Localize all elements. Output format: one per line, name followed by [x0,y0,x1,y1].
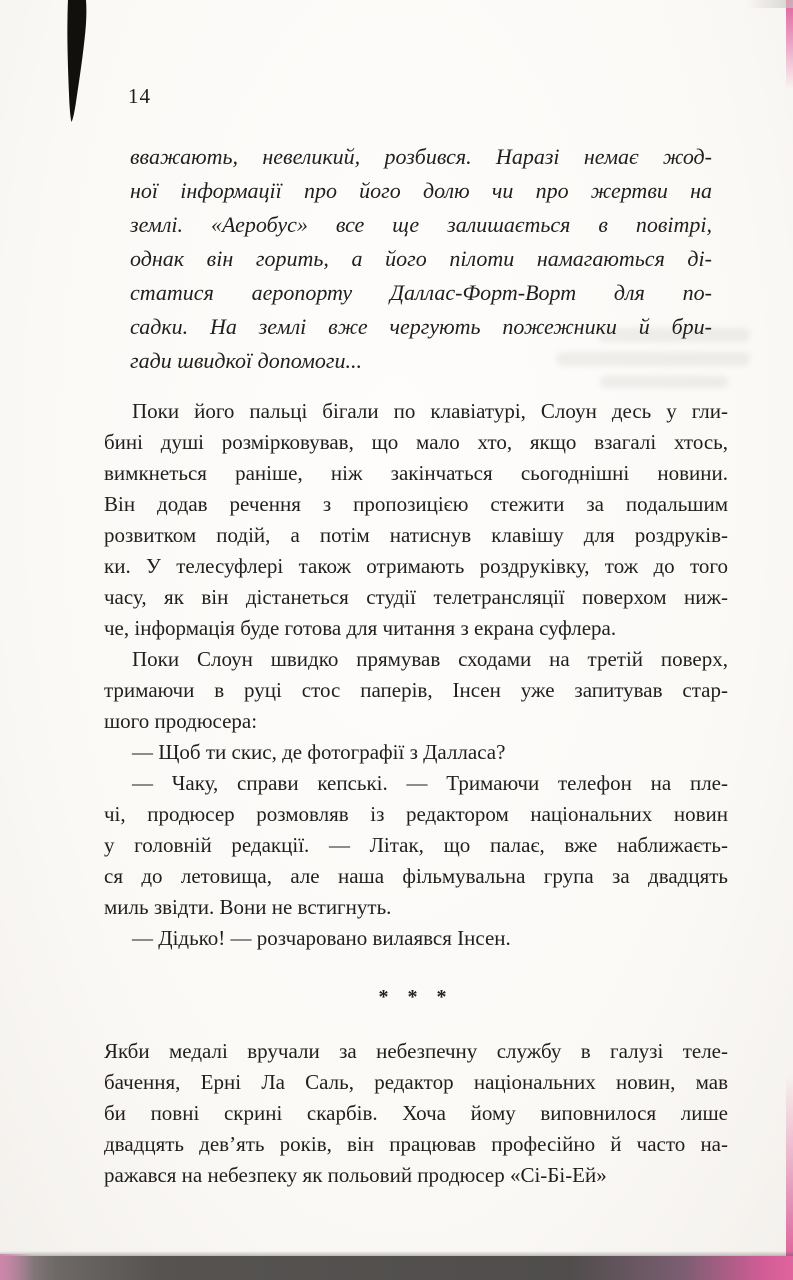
text-line: миль звідти. Вони не встигнуть. [104,895,392,919]
text-line: садки. На землі вже чергують пожежники й бри- [130,314,712,339]
paragraph [104,737,728,768]
text-line: — Чаку, справи кепські. — Тримаючи телефон на пле- [132,771,728,795]
text-line: вважають, невеликий, розбився. Наразі немає жод- [130,144,712,169]
body-text-block [104,396,728,954]
text-line: однак він горить, а його пілоти намагаються ді- [130,246,712,271]
paragraph [104,644,728,737]
text-line: би повні скрині скарбів. Хоча йому виповнилося лише [104,1101,728,1125]
text-line: че, інформація буде готова для читання з екрана суфлера. [104,616,617,640]
text-line: тримаючи в руці стос паперів, Інсен уже запитував стар- [104,678,728,702]
text-line: вимкнеться раніше, ніж закінчаться сьогоднішні новини. [104,461,728,485]
text-line: у головній редакції. — Літак, що палає, вже наближаєть- [104,833,728,857]
text-line: часу, як він дістанеться студії телетрансляції поверхом ниж- [104,585,728,609]
paragraph [104,923,728,954]
text-line: бині душі розмірковував, що мало хто, якщо взагалі хтось, [104,430,728,454]
text-line: Якби медалі вручали за небезпечну службу в галузі теле- [104,1039,728,1063]
closing-paragraph-block [104,1036,728,1191]
section-separator: * * * [378,986,454,1008]
text-line: гади швидкої допомоги... [130,348,362,373]
text-line: розвитком подій, а потім натиснув клавішу для роздруків- [104,523,728,547]
paragraph [130,140,712,378]
ink-stain [62,0,92,126]
text-line: ної інформації про його долю чи про жертви на [130,178,712,203]
scan-corner-top-right [747,0,793,8]
text-line: чі, продюсер розмовляв із редактором національних новин [104,802,728,826]
text-line: двадцять дев’ять років, він працював професійно й часто на- [104,1132,728,1156]
text-line: шого продюсера: [104,709,258,733]
page-number: 14 [128,84,151,108]
paragraph [104,396,728,644]
scan-edge-bottom [0,1256,793,1280]
text-line: статися аеропорту Даллас-Форт-Ворт для по- [130,280,712,305]
text-line: бачення, Ерні Ла Саль, редактор національних новин, мав [104,1070,728,1094]
text-line: землі. «Аеробус» все ще залишається в повітрі, [130,212,712,237]
paragraph [104,1036,728,1191]
text-line: ражався на небезпеку як польовий продюсер «Сі-Бі-Ей» [104,1163,607,1187]
text-line: ся до летовища, але наша фільмувальна група за двадцять [104,864,728,888]
text-line: Поки Слоун швидко прямував сходами на третій поверх, [132,647,728,671]
scan-edge-right-pink [786,0,793,1280]
text-line: ки. У телесуфлері також отримають роздруківку, тож до того [104,554,728,578]
text-line: Він додав речення з пропозицією стежити за подальшим [104,492,728,516]
text-line: — Щоб ти скис, де фотографії з Далласа? [132,740,506,764]
paragraph [104,768,728,923]
quote-block [130,140,712,378]
text-line: Поки його пальці бігали по клавіатурі, Слоун десь у гли- [132,399,728,423]
text-line: — Дідько! — розчаровано вилаявся Інсен. [132,926,511,950]
scan-corner-bottom-left [0,1254,34,1280]
